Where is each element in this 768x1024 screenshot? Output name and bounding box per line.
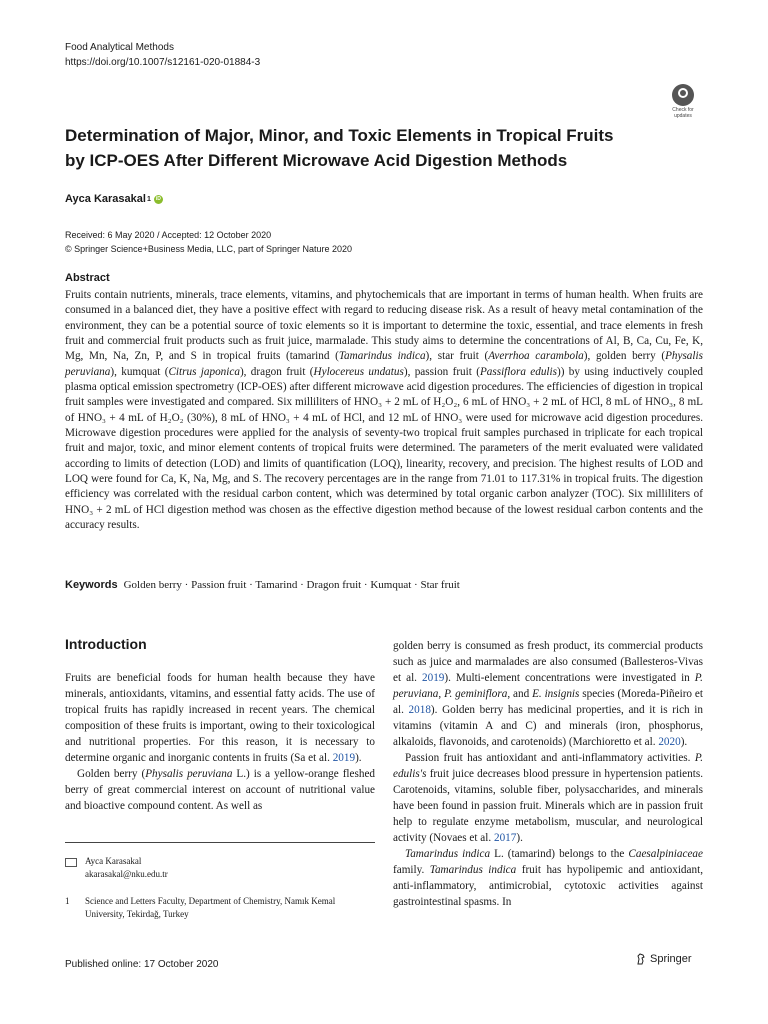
intro-paragraph-1 xyxy=(65,670,375,766)
keywords-label: Keywords xyxy=(65,579,118,591)
text-segment: ). xyxy=(680,736,688,748)
citation-link[interactable]: 2019 xyxy=(332,752,356,764)
author-name[interactable]: Ayca Karasakal xyxy=(65,193,146,205)
text-segment: L.) is a yellow-orange fleshed berry of great commercial interest on account of nutritional value and bioactive compound content. As well as xyxy=(65,768,375,812)
citation-link[interactable]: 2019 xyxy=(422,672,445,684)
received-accepted-dates: Received: 6 May 2020 / Accepted: 12 October 2020 xyxy=(65,230,272,240)
species-name: P. edulis's xyxy=(393,752,703,780)
affiliation-mark: 1 xyxy=(65,896,70,906)
text-segment: ). xyxy=(516,832,523,844)
copyright-notice: © Springer Science+Business Media, LLC, part of Springer Nature 2020 xyxy=(65,244,353,254)
text-segment: Fruits are beneficial foods for human health because they have minerals, antioxidants, vitamins, and essential fatty acids. The use of tropical fruits has rapidly increased in recent years. The chemical composition of these fruits is important, owing to their toxicological and nutritional properties. For this reason, it is necessary to determine organic and inorganic contents in fruits (Sa et al. xyxy=(65,672,375,764)
abstract-segment: Fruits contain nutrients, minerals, trace elements, vitamins, and phytochemicals that are important in terms of human health. When fruits are consumed in a balanced diet, they have a positive effect with regard to reducing disease risk. As a result of heavy metal contamination of the environment, they can be a potential source of toxic elements so it is important to determine the toxic, essential, and trace elements in fresh fruit and commercial fruit products such as fruit juice, marmalade. This study aims to determine the concentrations of Al, B, Ca, Cu, Fe, K, Mg, Mn, Na, Zn, P, and S in tropical fruits (tamarind ( xyxy=(65,289,703,363)
abstract-segment: ), star fruit ( xyxy=(425,350,489,363)
abstract-segment: ), dragon fruit ( xyxy=(239,365,314,378)
badge-line-2: updates xyxy=(674,113,692,119)
text-segment: Golden berry ( xyxy=(77,768,146,780)
citation-link[interactable]: 2017 xyxy=(493,832,517,844)
right-column xyxy=(393,638,703,910)
text-segment: L. (tamarind) belongs to the xyxy=(490,848,629,860)
species-name: P. peruviana xyxy=(393,672,703,700)
citation-link[interactable]: 2020 xyxy=(658,736,681,748)
species-name: Physalis peruviana xyxy=(145,768,233,780)
text-segment: species (Moreda-Piñeiro et al. xyxy=(393,688,703,716)
species-name: Averrhoa carambola xyxy=(488,350,584,363)
introduction-heading: Introduction xyxy=(65,636,147,652)
intro-paragraph-2 xyxy=(65,766,375,814)
text-segment: fruit has hypolipemic and antioxidant, anti-inflammatory, antimicrobial, cytotoxic activities against gastrointestinal spasms. In xyxy=(393,864,703,908)
doi-link[interactable]: https://doi.org/10.1007/s12161-020-01884-3 xyxy=(65,57,261,68)
text-segment: ). xyxy=(355,752,362,764)
corresponding-author-note xyxy=(65,855,375,881)
keywords-list: Golden berry · Passion fruit · Tamarind · Dragon fruit · Kumquat · Star fruit xyxy=(123,579,460,591)
species-name: Caesalpiniaceae xyxy=(628,848,703,860)
abstract-segment: ), passion fruit ( xyxy=(403,365,480,378)
intro-paragraph-4 xyxy=(393,750,703,846)
footnotes xyxy=(65,842,375,931)
species-name: E. insignis xyxy=(532,688,580,700)
text-segment: , xyxy=(438,688,445,700)
abstract-segment: ), kumquat ( xyxy=(110,365,169,378)
contact-name: Ayca Karasakal xyxy=(85,856,142,866)
springer-horse-icon xyxy=(636,953,646,965)
abstract-segment: ), golden berry ( xyxy=(583,350,666,363)
citation-link[interactable]: 2018 xyxy=(408,704,431,716)
title-line-1: Determination of Major, Minor, and Toxic Elements in Tropical Fruits xyxy=(65,126,614,145)
journal-name: Food Analytical Methods xyxy=(65,42,174,53)
publisher-logo xyxy=(636,953,692,965)
species-name: Citrus japonica xyxy=(168,365,240,378)
text-segment: ). Golden berry has medicinal properties, and it is rich in vitamins (vitamin A and C) and minerals (iron, phosphorus, alkaloids, flavonoids, and carotenoids) (Marchioretto et al. xyxy=(393,704,703,748)
envelope-icon xyxy=(65,858,77,867)
abstract-heading: Abstract xyxy=(65,272,110,284)
text-segment: ). Multi-element concentrations were investigated in xyxy=(444,672,695,684)
check-updates-icon xyxy=(672,84,694,106)
affiliation-note xyxy=(65,895,375,921)
text-segment: , and xyxy=(507,688,533,700)
badge-line-1: Check for xyxy=(672,107,694,113)
abstract-text xyxy=(65,288,703,534)
text-segment: fruit juice decreases blood pressure in hypertension patients. Carotenoids, vitamins, soluble fiber, polysaccharides, and minerals have been found in passion fruit. Minerals which are in passion fruit help to regulate enzyme metabolism, muscular, and neurological activity (Novaes et al. xyxy=(393,768,703,844)
text-segment: family. xyxy=(393,864,430,876)
keywords xyxy=(65,579,460,591)
species-name: Tamarindus indica xyxy=(405,848,491,860)
species-name: Tamarindus indica xyxy=(429,864,517,876)
publisher-name: Springer xyxy=(650,953,692,965)
check-for-updates-badge[interactable] xyxy=(664,84,702,122)
published-date: Published online: 17 October 2020 xyxy=(65,959,219,970)
species-name: Hylocereus undatus xyxy=(313,365,404,378)
abstract-segment: )) by using inductively coupled plasma optical emission spectrometry (ICP-OES) after different microwave acid digestion procedures. The efficiencies of digestion in tropical fruit samples were investigated and compared. Six milliliters of HNO₃ + 2 mL of H₂O₂, 6 mL of HNO₃ + 2 mL of HCl, 8 mL of HNO₃, 8 mL of HNO₃ + 4 mL of H₂O₂ (30%), 8 mL of HNO₃ + 4 mL of HCl, and 12 mL of HNO₃ were used for microwave acid digestion procedures. Microwave digestion procedures were applied for the analysis of seventy-two tropical fruit samples purchased in triplicate for each tropical fruit and major, toxic, and minor element contents of tropical fruits were determined. The parameters of the merit evaluated were validated according to limits of detection (LOD) and limits of quantification (LOQ), linearity, recovery, and precision. The highest results of LOD and LOQ were found for Ca, K, Na, Mg, and S. The recovery percentages are in the range from 71.01 to 117.31% in tropical fruits. The digestion efficiency was correlated with the residual carbon content, which was determined by total organic carbon analyzer (TOC). Six milliliters of HNO₃ + 2 mL of HCl digestion method was chosen as the effective digestion method because of the lowest residual carbon contents and the accuracy results. xyxy=(65,365,703,532)
species-name: Physalis peruviana xyxy=(65,350,703,378)
title-line-2: by ICP-OES After Different Microwave Acid Digestion Methods xyxy=(65,151,568,170)
species-name: Tamarindus indica xyxy=(338,350,426,363)
species-name: Passiflora edulis xyxy=(479,365,558,378)
author-affiliation-mark: 1 xyxy=(146,195,151,203)
text-segment: Passion fruit has antioxidant and anti-inflammatory activities. xyxy=(405,752,695,764)
orcid-icon[interactable]: iD xyxy=(155,195,161,202)
species-name: P. geminiflora xyxy=(444,688,508,700)
left-column xyxy=(65,636,375,814)
article-title xyxy=(65,123,685,173)
text-segment: golden berry is consumed as fresh product, its commercial products such as juice and marmalades are also consumed (Ballesteros-Vivas et al. xyxy=(393,640,703,684)
affiliation-text: Science and Letters Faculty, Department of Chemistry, Namık Kemal University, Tekirdağ, Turkey xyxy=(85,896,336,919)
intro-paragraph-3 xyxy=(393,638,703,750)
contact-email[interactable]: akarasakal@nku.edu.tr xyxy=(85,869,168,879)
author-line xyxy=(65,193,163,205)
intro-paragraph-5 xyxy=(393,846,703,910)
